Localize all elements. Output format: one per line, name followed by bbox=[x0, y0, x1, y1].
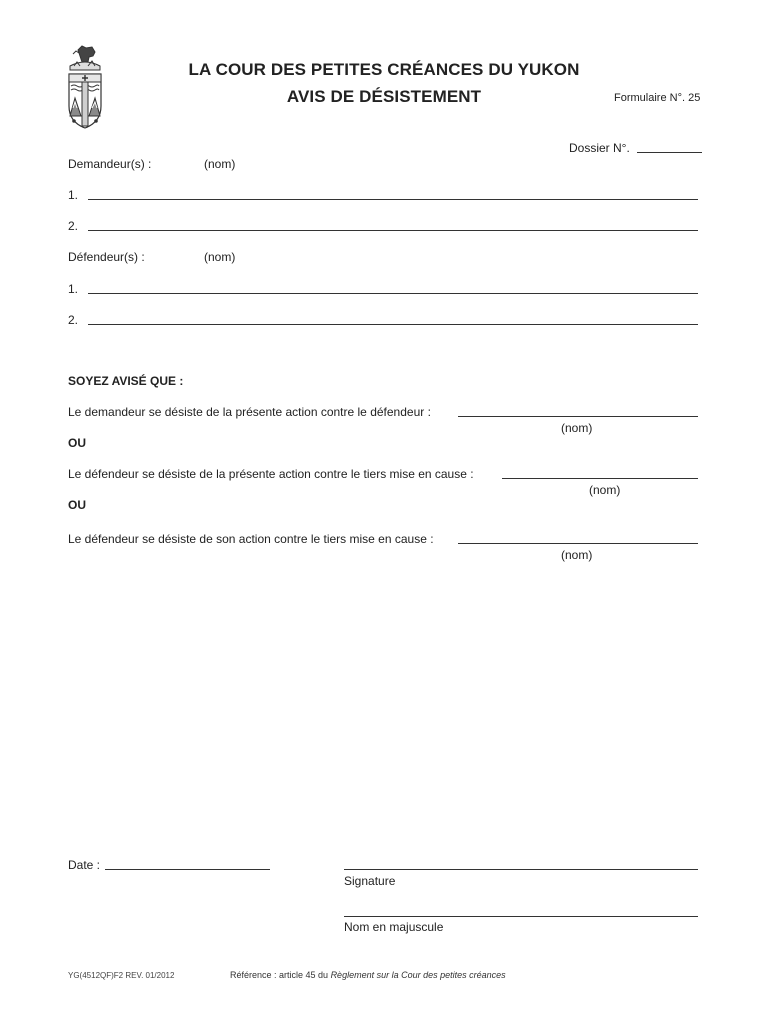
reference-line bbox=[230, 968, 506, 982]
signature-field[interactable] bbox=[344, 869, 698, 870]
notice-heading: SOYEZ AVISÉ QUE : bbox=[68, 374, 184, 388]
date-field[interactable] bbox=[105, 869, 270, 870]
statement3-name-field[interactable] bbox=[458, 543, 698, 544]
or-separator-2: OU bbox=[68, 498, 86, 512]
or-separator-1: OU bbox=[68, 436, 86, 450]
statement-defendant-withdraws-action: Le défendeur se désiste de la présente action contre le tiers mise en cause : bbox=[68, 467, 474, 481]
plaintiffs-name-hint: (nom) bbox=[204, 157, 236, 171]
plaintiff-1-number: 1. bbox=[68, 188, 79, 202]
statement1-name-hint: (nom) bbox=[561, 421, 593, 435]
defendants-name-hint: (nom) bbox=[204, 250, 236, 264]
statement2-name-hint: (nom) bbox=[589, 483, 621, 497]
plaintiff-1-field[interactable] bbox=[88, 199, 698, 200]
file-number-label: Dossier N°. bbox=[569, 141, 630, 155]
file-number-field[interactable] bbox=[637, 152, 702, 153]
statement1-name-field[interactable] bbox=[458, 416, 698, 417]
print-name-label: Nom en majuscule bbox=[344, 920, 444, 934]
defendant-2-number: 2. bbox=[68, 313, 79, 327]
form-code: YG(4512QF)F2 REV. 01/2012 bbox=[68, 971, 175, 980]
print-name-field[interactable] bbox=[344, 916, 698, 917]
page-title: LA COUR DES PETITES CRÉANCES DU YUKON bbox=[188, 60, 580, 79]
defendant-2-field[interactable] bbox=[88, 324, 698, 325]
reference-title: Règlement sur la Cour des petites créances bbox=[330, 970, 506, 980]
statement-plaintiff-withdraws: Le demandeur se désiste de la présente action contre le défendeur : bbox=[68, 405, 431, 419]
form-subtitle: AVIS DE DÉSISTEMENT bbox=[286, 87, 482, 106]
defendant-1-number: 1. bbox=[68, 282, 79, 296]
plaintiff-2-field[interactable] bbox=[88, 230, 698, 231]
yukon-coat-of-arms-icon bbox=[62, 44, 108, 132]
statement3-name-hint: (nom) bbox=[561, 548, 593, 562]
defendants-label: Défendeur(s) : bbox=[68, 250, 145, 264]
reference-prefix: Référence : article 45 du bbox=[230, 970, 331, 980]
date-label: Date : bbox=[68, 858, 101, 872]
signature-label: Signature bbox=[344, 874, 396, 888]
plaintiffs-label: Demandeur(s) : bbox=[68, 157, 152, 171]
defendant-1-field[interactable] bbox=[88, 293, 698, 294]
statement-defendant-withdraws-own-action: Le défendeur se désiste de son action contre le tiers mise en cause : bbox=[68, 532, 434, 546]
form-number: Formulaire N°. 25 bbox=[614, 92, 701, 104]
plaintiff-2-number: 2. bbox=[68, 219, 79, 233]
statement2-name-field[interactable] bbox=[502, 478, 698, 479]
